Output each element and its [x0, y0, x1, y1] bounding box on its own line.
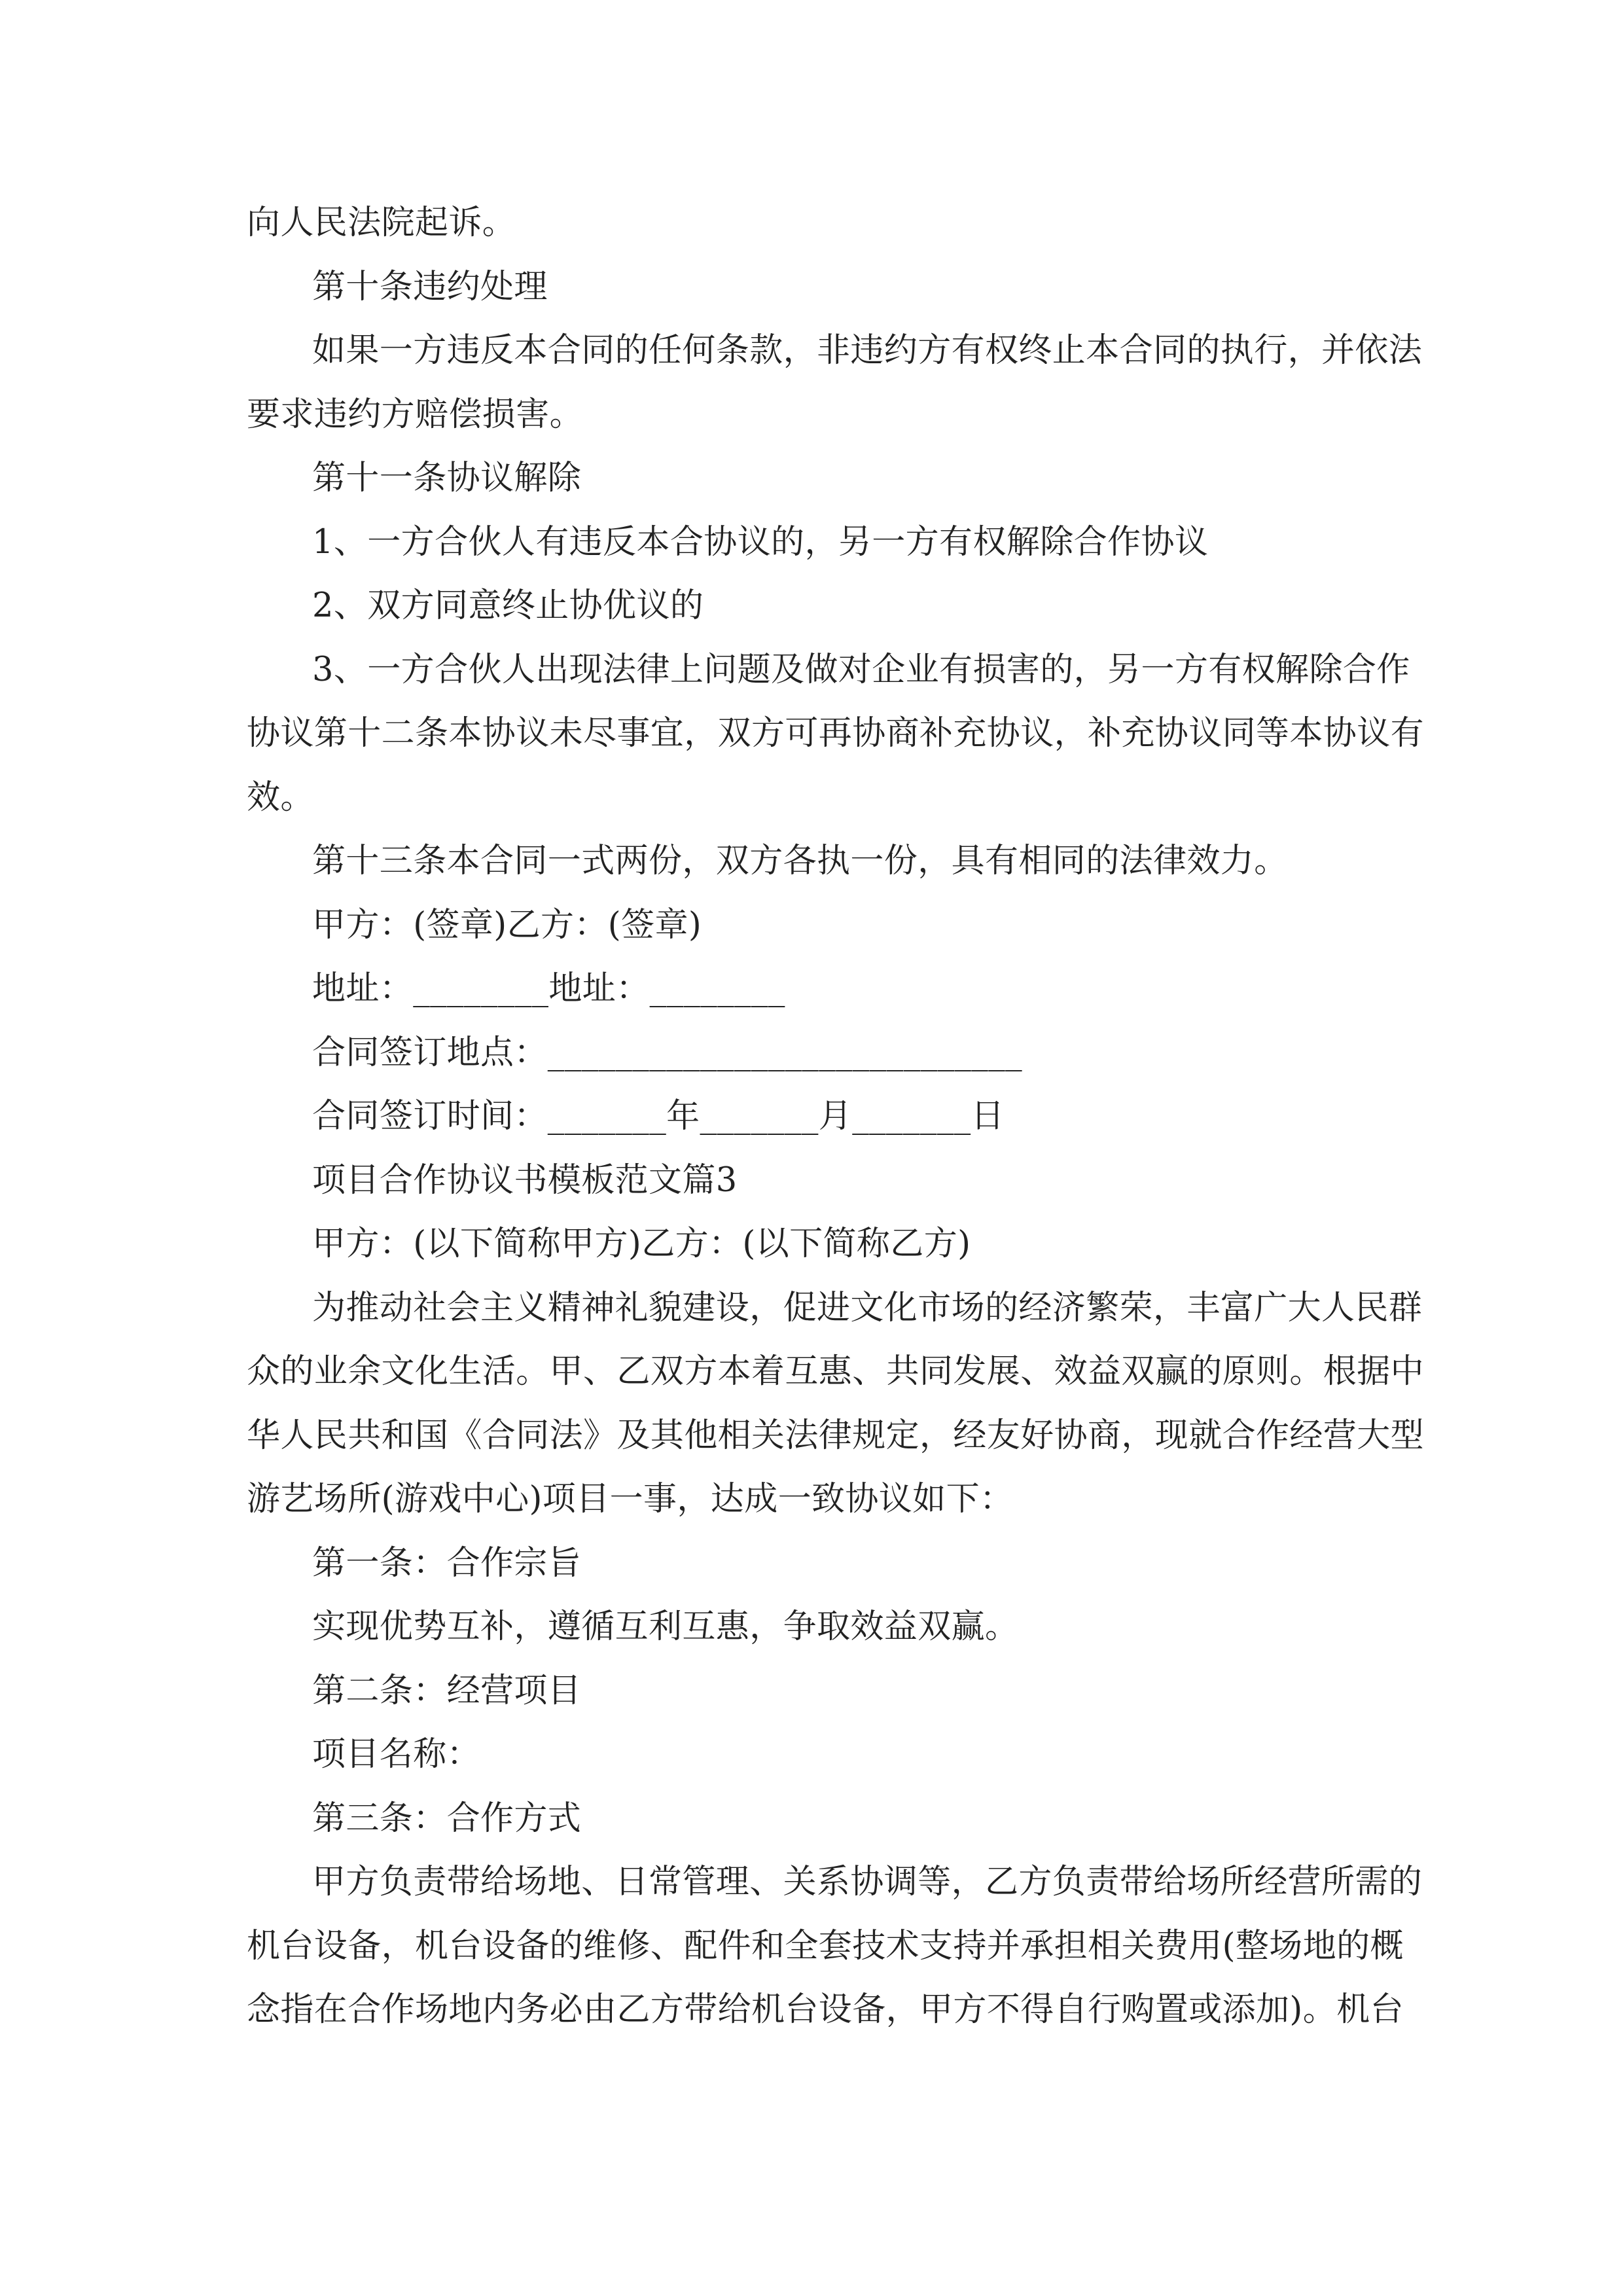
text-line: 众的业余文化生活。甲、乙双方本着互惠、共同发展、效益双赢的原则。根据中	[247, 1352, 1425, 1391]
section-heading: 第十条违约处理	[312, 267, 548, 306]
text-line: 甲方负责带给场地、日常管理、关系协调等，乙方负责带给场所经营所需的	[312, 1863, 1423, 1901]
section-heading: 第三条：合作方式	[312, 1799, 582, 1838]
list-item: 1、一方合伙人有违反本合协议的，另一方有权解除合作协议	[312, 522, 1209, 562]
signing-place-line: 合同签订地点：____________________________	[312, 1033, 1023, 1072]
text-line: 如果一方违反本合同的任何条款，非违约方有权终止本合同的执行，并依法	[312, 331, 1423, 370]
document-title: 项目合作协议书模板范文篇3	[312, 1160, 738, 1200]
section-heading: 第一条：合作宗旨	[312, 1543, 582, 1583]
parties-line: 甲方：(以下简称甲方)乙方：(以下简称乙方)	[312, 1225, 971, 1263]
text-line: 第十三条本合同一式两份，双方各执一份，具有相同的法律效力。	[312, 842, 1288, 880]
document-body	[247, 191, 1425, 2042]
text-line: 机台设备，机台设备的维修、配件和全套技术支持并承担相关费用(整场地的概	[247, 1926, 1404, 1965]
text-line: 为推动社会主义精神礼貌建设，促进文化市场的经济繁荣，丰富广大人民群	[312, 1288, 1423, 1327]
address-line: 地址：________地址：________	[312, 969, 785, 1008]
text-line: 效。	[247, 778, 314, 817]
signing-date-line: 合同签订时间：_______年_______月_______日	[312, 1097, 1005, 1136]
list-item: 3、一方合伙人出现法律上问题及做对企业有损害的，另一方有权解除合作	[312, 650, 1410, 689]
text-line: 华人民共和国《合同法》及其他相关法律规定，经友好协商，现就合作经营大型	[247, 1416, 1425, 1455]
text-line: 游艺场所(游戏中心)项目一事，达成一致协议如下：	[247, 1480, 1014, 1518]
text-line: 念指在合作场地内务必由乙方带给机台设备，甲方不得自行购置或添加)。机台	[247, 1990, 1404, 2029]
text-line: 向人民法院起诉。	[247, 204, 516, 242]
section-heading: 第十一条协议解除	[312, 459, 582, 497]
section-heading: 第二条：经营项目	[312, 1671, 582, 1710]
text-line: 要求违约方赔偿损害。	[247, 395, 584, 434]
list-item: 2、双方同意终止协优议的	[312, 586, 704, 625]
signature-line: 甲方：(签章)乙方：(签章)	[312, 905, 702, 944]
text-line: 实现优势互补，遵循互利互惠，争取效益双赢。	[312, 1607, 1019, 1646]
text-line: 协议第十二条本协议未尽事宜，双方可再协商补充协议，补充协议同等本协议有	[247, 714, 1425, 753]
text-line: 项目名称：	[312, 1735, 481, 1774]
